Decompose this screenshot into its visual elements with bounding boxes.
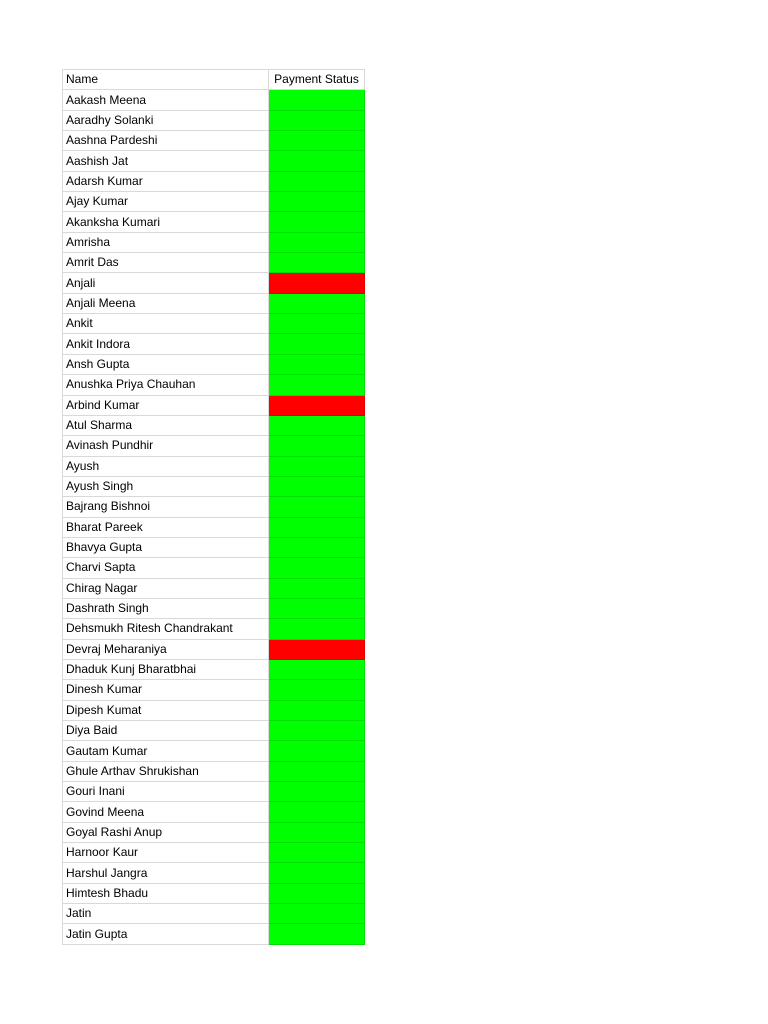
table-row bbox=[63, 354, 365, 374]
name-cell[interactable]: Harnoor Kaur bbox=[63, 843, 269, 863]
table-row bbox=[63, 598, 365, 618]
table-row bbox=[63, 761, 365, 781]
table-row bbox=[63, 863, 365, 883]
table-row bbox=[63, 253, 365, 273]
table-row bbox=[63, 782, 365, 802]
name-cell[interactable]: Bhavya Gupta bbox=[63, 537, 269, 557]
table-row bbox=[63, 192, 365, 212]
table-row bbox=[63, 171, 365, 191]
name-cell[interactable]: Avinash Pundhir bbox=[63, 436, 269, 456]
payment-status-cell-paid[interactable] bbox=[269, 314, 365, 334]
payment-status-cell-paid[interactable] bbox=[269, 110, 365, 130]
table-row bbox=[63, 578, 365, 598]
name-cell[interactable]: Bharat Pareek bbox=[63, 517, 269, 537]
name-cell[interactable]: Himtesh Bhadu bbox=[63, 883, 269, 903]
payment-status-cell-paid[interactable] bbox=[269, 659, 365, 679]
column-header-payment-status[interactable]: Payment Status bbox=[269, 70, 365, 90]
payment-status-cell-paid[interactable] bbox=[269, 375, 365, 395]
table-row bbox=[63, 375, 365, 395]
name-cell[interactable]: Chirag Nagar bbox=[63, 578, 269, 598]
name-cell[interactable]: Harshul Jangra bbox=[63, 863, 269, 883]
payment-status-cell-paid[interactable] bbox=[269, 619, 365, 639]
payment-status-cell-paid[interactable] bbox=[269, 436, 365, 456]
table-row bbox=[63, 395, 365, 415]
name-cell[interactable]: Gautam Kumar bbox=[63, 741, 269, 761]
name-cell[interactable]: Amrisha bbox=[63, 232, 269, 252]
payment-status-cell-paid[interactable] bbox=[269, 924, 365, 944]
name-cell[interactable]: Dehsmukh Ritesh Chandrakant bbox=[63, 619, 269, 639]
name-cell[interactable]: Ayush bbox=[63, 456, 269, 476]
payment-status-cell-paid[interactable] bbox=[269, 212, 365, 232]
name-cell[interactable]: Dinesh Kumar bbox=[63, 680, 269, 700]
payment-status-cell-paid[interactable] bbox=[269, 883, 365, 903]
table-row bbox=[63, 924, 365, 944]
payment-status-cell-paid[interactable] bbox=[269, 721, 365, 741]
table-body bbox=[63, 90, 365, 944]
table-row bbox=[63, 537, 365, 557]
name-cell[interactable]: Aashna Pardeshi bbox=[63, 131, 269, 151]
table-row bbox=[63, 314, 365, 334]
payment-status-cell-unpaid[interactable] bbox=[269, 639, 365, 659]
payment-status-cell-paid[interactable] bbox=[269, 863, 365, 883]
name-cell[interactable]: Bajrang Bishnoi bbox=[63, 497, 269, 517]
name-cell[interactable]: Anushka Priya Chauhan bbox=[63, 375, 269, 395]
name-cell[interactable]: Ayush Singh bbox=[63, 476, 269, 496]
name-cell[interactable]: Ansh Gupta bbox=[63, 354, 269, 374]
table-row bbox=[63, 741, 365, 761]
name-cell[interactable]: Goyal Rashi Anup bbox=[63, 822, 269, 842]
payment-status-cell-paid[interactable] bbox=[269, 680, 365, 700]
name-cell[interactable]: Adarsh Kumar bbox=[63, 171, 269, 191]
table-row bbox=[63, 334, 365, 354]
payment-status-cell-paid[interactable] bbox=[269, 293, 365, 313]
payment-status-cell-paid[interactable] bbox=[269, 843, 365, 863]
name-cell[interactable]: Jatin bbox=[63, 904, 269, 924]
table-row bbox=[63, 415, 365, 435]
payment-status-cell-unpaid[interactable] bbox=[269, 395, 365, 415]
name-cell[interactable]: Aaradhy Solanki bbox=[63, 110, 269, 130]
payment-status-cell-paid[interactable] bbox=[269, 700, 365, 720]
payment-status-cell-paid[interactable] bbox=[269, 558, 365, 578]
table-row bbox=[63, 90, 365, 110]
table-row bbox=[63, 904, 365, 924]
name-cell[interactable]: Akanksha Kumari bbox=[63, 212, 269, 232]
column-header-name[interactable]: Name bbox=[63, 70, 269, 90]
payment-status-cell-paid[interactable] bbox=[269, 90, 365, 110]
name-cell[interactable]: Gouri Inani bbox=[63, 782, 269, 802]
table-row bbox=[63, 273, 365, 293]
table-row bbox=[63, 558, 365, 578]
name-cell[interactable]: Govind Meena bbox=[63, 802, 269, 822]
table-row bbox=[63, 883, 365, 903]
payment-status-cell-paid[interactable] bbox=[269, 334, 365, 354]
payment-status-cell-paid[interactable] bbox=[269, 151, 365, 171]
table-row bbox=[63, 802, 365, 822]
payment-status-cell-paid[interactable] bbox=[269, 761, 365, 781]
name-cell[interactable]: Arbind Kumar bbox=[63, 395, 269, 415]
table-row bbox=[63, 232, 365, 252]
table-row bbox=[63, 497, 365, 517]
payment-status-cell-unpaid[interactable] bbox=[269, 273, 365, 293]
payment-status-cell-paid[interactable] bbox=[269, 782, 365, 802]
payment-status-cell-paid[interactable] bbox=[269, 598, 365, 618]
table-row bbox=[63, 110, 365, 130]
name-cell[interactable]: Atul Sharma bbox=[63, 415, 269, 435]
payment-status-cell-paid[interactable] bbox=[269, 497, 365, 517]
table-row bbox=[63, 843, 365, 863]
payment-status-cell-paid[interactable] bbox=[269, 741, 365, 761]
name-cell[interactable]: Jatin Gupta bbox=[63, 924, 269, 944]
header-row bbox=[63, 70, 365, 90]
table-row bbox=[63, 619, 365, 639]
payment-status-cell-paid[interactable] bbox=[269, 456, 365, 476]
payment-status-cell-paid[interactable] bbox=[269, 476, 365, 496]
table-row bbox=[63, 456, 365, 476]
table-row bbox=[63, 436, 365, 456]
name-cell[interactable]: Ghule Arthav Shrukishan bbox=[63, 761, 269, 781]
name-cell[interactable]: Ajay Kumar bbox=[63, 192, 269, 212]
table-row bbox=[63, 151, 365, 171]
table-row bbox=[63, 639, 365, 659]
table-row bbox=[63, 131, 365, 151]
payment-status-cell-paid[interactable] bbox=[269, 232, 365, 252]
name-cell[interactable]: Dipesh Kumat bbox=[63, 700, 269, 720]
name-cell[interactable]: Aakash Meena bbox=[63, 90, 269, 110]
name-cell[interactable]: Anjali Meena bbox=[63, 293, 269, 313]
table-row bbox=[63, 659, 365, 679]
payment-status-cell-paid[interactable] bbox=[269, 578, 365, 598]
payment-status-cell-paid[interactable] bbox=[269, 253, 365, 273]
name-cell[interactable]: Anjali bbox=[63, 273, 269, 293]
table-row bbox=[63, 212, 365, 232]
table-row bbox=[63, 721, 365, 741]
table-row bbox=[63, 517, 365, 537]
name-cell[interactable]: Aashish Jat bbox=[63, 151, 269, 171]
name-cell[interactable]: Amrit Das bbox=[63, 253, 269, 273]
name-cell[interactable]: Ankit bbox=[63, 314, 269, 334]
payment-status-cell-paid[interactable] bbox=[269, 904, 365, 924]
payment-status-cell-paid[interactable] bbox=[269, 415, 365, 435]
payment-status-cell-paid[interactable] bbox=[269, 171, 365, 191]
payment-status-cell-paid[interactable] bbox=[269, 131, 365, 151]
table-row bbox=[63, 293, 365, 313]
table-row bbox=[63, 680, 365, 700]
payment-status-table bbox=[62, 69, 365, 945]
payment-status-cell-paid[interactable] bbox=[269, 517, 365, 537]
name-cell[interactable]: Diya Baid bbox=[63, 721, 269, 741]
table-row bbox=[63, 700, 365, 720]
table-header bbox=[63, 70, 365, 90]
table-row bbox=[63, 476, 365, 496]
payment-status-cell-paid[interactable] bbox=[269, 192, 365, 212]
payment-status-cell-paid[interactable] bbox=[269, 354, 365, 374]
name-cell[interactable]: Devraj Meharaniya bbox=[63, 639, 269, 659]
payment-status-cell-paid[interactable] bbox=[269, 822, 365, 842]
name-cell[interactable]: Dhaduk Kunj Bharatbhai bbox=[63, 659, 269, 679]
payment-status-cell-paid[interactable] bbox=[269, 537, 365, 557]
name-cell[interactable]: Charvi Sapta bbox=[63, 558, 269, 578]
payment-status-cell-paid[interactable] bbox=[269, 802, 365, 822]
name-cell[interactable]: Dashrath Singh bbox=[63, 598, 269, 618]
table-row bbox=[63, 822, 365, 842]
name-cell[interactable]: Ankit Indora bbox=[63, 334, 269, 354]
